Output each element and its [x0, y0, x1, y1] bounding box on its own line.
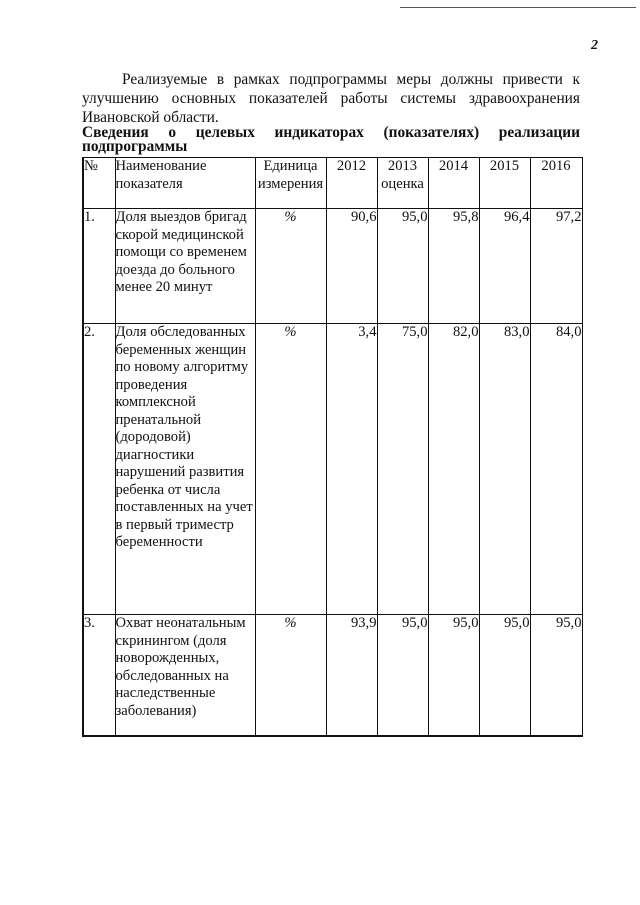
value-2016: 97,2 — [530, 209, 582, 324]
header-name: Наименование показателя — [115, 158, 255, 209]
row-num: 3. — [83, 615, 115, 737]
value-2015: 95,0 — [479, 615, 530, 737]
row-unit: % — [255, 615, 326, 737]
header-2014: 2014 — [428, 158, 479, 209]
table-row — [83, 209, 582, 324]
value-2012: 90,6 — [326, 209, 377, 324]
table-row — [83, 615, 582, 737]
header-num: № — [83, 158, 115, 209]
top-rule — [400, 7, 636, 8]
row-name: Доля выездов бригад скорой медицинской помощи со временем доезда до больного менее 20 минут — [115, 209, 255, 324]
header-2016: 2016 — [530, 158, 582, 209]
table-header-row — [83, 158, 582, 209]
header-2015: 2015 — [479, 158, 530, 209]
row-num: 1. — [83, 209, 115, 324]
value-2014: 95,8 — [428, 209, 479, 324]
indicators-table — [82, 157, 583, 737]
value-2015: 96,4 — [479, 209, 530, 324]
value-2016: 95,0 — [530, 615, 582, 737]
row-num: 2. — [83, 324, 115, 615]
row-unit: % — [255, 324, 326, 615]
value-2012: 3,4 — [326, 324, 377, 615]
value-2016: 84,0 — [530, 324, 582, 615]
value-2014: 82,0 — [428, 324, 479, 615]
intro-paragraph: Реализуемые в рамках подпрограммы меры должны привести к улучшению основных показателей работы системы здравоохранения Ивановской области. — [82, 71, 580, 126]
table-heading: Сведения о целевых индикаторах (показателях) реализации — [82, 124, 580, 141]
header-unit: Единица измерения — [255, 158, 326, 209]
table-row — [83, 324, 582, 615]
page-number: 2 — [591, 38, 598, 53]
value-2014: 95,0 — [428, 615, 479, 737]
row-name: Доля обследованных беременных женщин по новому алгоритму проведения комплексной пренатальной (дородовой) диагностики нарушений развития ребенка от числа поставленных на учет в первый триместр беременности — [115, 324, 255, 615]
value-2015: 83,0 — [479, 324, 530, 615]
value-2013: 95,0 — [377, 615, 428, 737]
header-2013: 2013 оценка — [377, 158, 428, 209]
value-2012: 93,9 — [326, 615, 377, 737]
table-heading-continued: подпрограммы — [82, 138, 188, 155]
value-2013: 95,0 — [377, 209, 428, 324]
row-name: Охват неонатальным скринингом (доля новорожденных, обследованных на наследственные заболевания) — [115, 615, 255, 737]
value-2013: 75,0 — [377, 324, 428, 615]
header-2012: 2012 — [326, 158, 377, 209]
row-unit: % — [255, 209, 326, 324]
